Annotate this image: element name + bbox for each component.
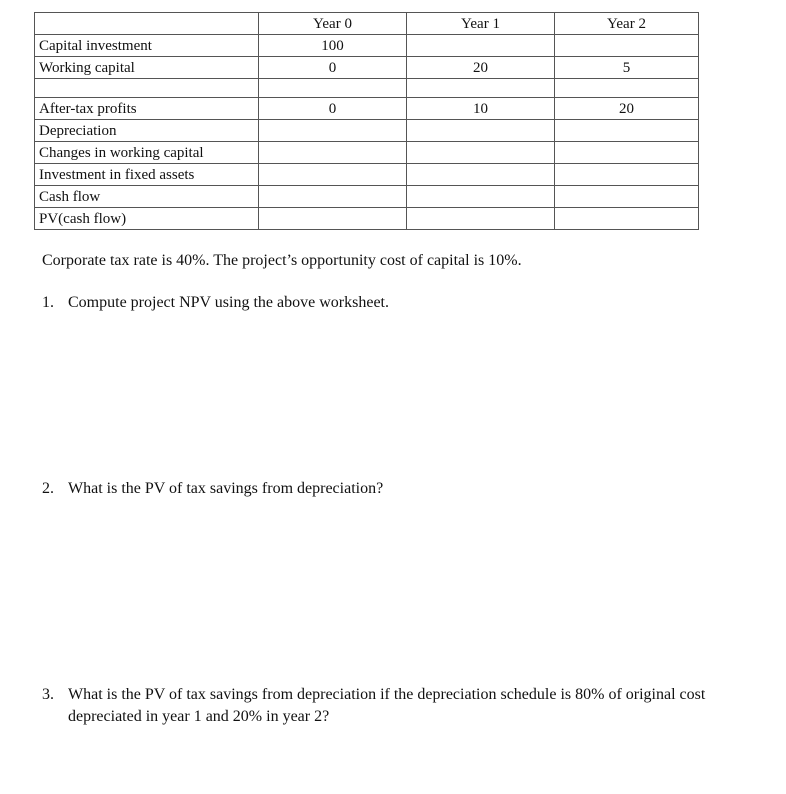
table-cell: 20 [407, 57, 555, 79]
table-cell [407, 142, 555, 164]
table-cell [407, 79, 555, 98]
table-cell: 0 [259, 57, 407, 79]
table-cell: 100 [259, 35, 407, 57]
table-cell [259, 186, 407, 208]
table-cell [259, 79, 407, 98]
table-row [35, 142, 699, 164]
row-label: Investment in fixed assets [35, 164, 259, 186]
table-cell: 20 [555, 98, 699, 120]
header-cell-year-2: Year 2 [555, 13, 699, 35]
table-row [35, 208, 699, 230]
table-cell: 0 [259, 98, 407, 120]
table-cell [407, 120, 555, 142]
table-cell [555, 142, 699, 164]
question-number: 2. [42, 480, 54, 497]
question-text: What is the PV of tax savings from depreciation? [68, 480, 384, 497]
row-label: PV(cash flow) [35, 208, 259, 230]
question-text: What is the PV of tax savings from depreciation if the depreciation schedule is 80% of original cost depreciated in year 1 and 20% in year 2? [68, 686, 706, 725]
table-row [35, 120, 699, 142]
table-cell [555, 79, 699, 98]
header-cell-year-1: Year 1 [407, 13, 555, 35]
row-label: Cash flow [35, 186, 259, 208]
question-text: Compute project NPV using the above worksheet. [68, 294, 389, 311]
table-cell [555, 35, 699, 57]
table-cell [407, 35, 555, 57]
row-label: Depreciation [35, 120, 259, 142]
row-label: Changes in working capital [35, 142, 259, 164]
worksheet-table [34, 12, 699, 230]
table-cell [407, 164, 555, 186]
table-cell [35, 79, 259, 98]
table-cell: 10 [407, 98, 555, 120]
spacer-row [35, 79, 699, 98]
row-label: After-tax profits [35, 98, 259, 120]
question-number: 3. [42, 686, 54, 703]
question-number: 1. [42, 294, 54, 311]
header-cell-year-0: Year 0 [259, 13, 407, 35]
table-row [35, 35, 699, 57]
question-3 [42, 684, 742, 728]
table-cell [407, 186, 555, 208]
header-row [35, 13, 699, 35]
header-cell [35, 13, 259, 35]
row-label: Working capital [35, 57, 259, 79]
table-cell [259, 208, 407, 230]
assumptions-note: Corporate tax rate is 40%. The project’s opportunity cost of capital is 10%. [42, 252, 522, 269]
question-2 [42, 478, 742, 500]
table-row [35, 57, 699, 79]
table-row [35, 186, 699, 208]
table-cell [259, 142, 407, 164]
table-cell [407, 208, 555, 230]
table-cell [555, 120, 699, 142]
table-row [35, 98, 699, 120]
table-row [35, 164, 699, 186]
question-1 [42, 292, 742, 314]
table-cell [555, 186, 699, 208]
table-cell [259, 120, 407, 142]
table-cell: 5 [555, 57, 699, 79]
table-cell [259, 164, 407, 186]
row-label: Capital investment [35, 35, 259, 57]
table-cell [555, 164, 699, 186]
table-cell [555, 208, 699, 230]
